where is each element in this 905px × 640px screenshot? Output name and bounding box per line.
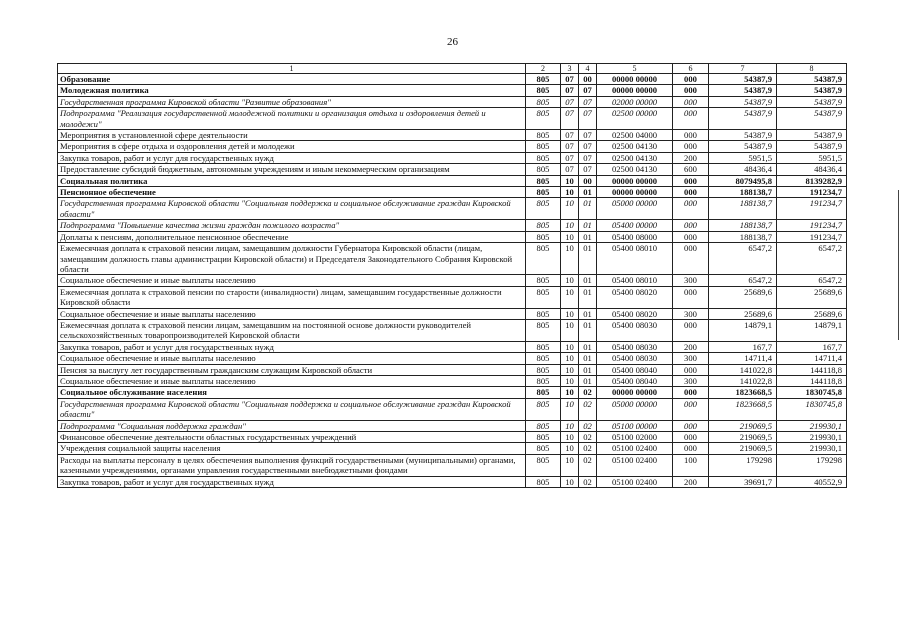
table-row bbox=[58, 85, 847, 96]
code-podrazdel: 07 bbox=[579, 130, 597, 141]
row-name: Образование bbox=[58, 74, 526, 85]
table-row bbox=[58, 398, 847, 420]
code-target: 05400 08040 bbox=[597, 375, 673, 386]
code-target: 05400 08000 bbox=[597, 231, 673, 242]
amount-year2: 144118,8 bbox=[777, 375, 847, 386]
code-podrazdel: 02 bbox=[579, 443, 597, 454]
code-target: 05400 08040 bbox=[597, 364, 673, 375]
row-name: Закупка товаров, работ и услуг для государственных нужд bbox=[58, 476, 526, 487]
code-razdel: 07 bbox=[561, 108, 579, 130]
code-target: 05100 02400 bbox=[597, 454, 673, 476]
code-vedomstvo: 805 bbox=[526, 243, 561, 275]
amount-year1: 6547,2 bbox=[709, 275, 777, 286]
amount-year1: 14879,1 bbox=[709, 319, 777, 341]
amount-year2: 25689,6 bbox=[777, 308, 847, 319]
code-target: 02500 04130 bbox=[597, 164, 673, 175]
header-cell: 5 bbox=[597, 64, 673, 74]
code-podrazdel: 02 bbox=[579, 420, 597, 431]
code-target: 05400 00000 bbox=[597, 220, 673, 231]
code-podrazdel: 01 bbox=[579, 220, 597, 231]
code-target: 02500 04000 bbox=[597, 130, 673, 141]
code-podrazdel: 07 bbox=[579, 85, 597, 96]
code-target: 05100 00000 bbox=[597, 420, 673, 431]
row-name: Молодежная политика bbox=[58, 85, 526, 96]
code-podrazdel: 01 bbox=[579, 364, 597, 375]
code-vid: 000 bbox=[673, 130, 709, 141]
amount-year2: 54387,9 bbox=[777, 141, 847, 152]
code-vedomstvo: 805 bbox=[526, 286, 561, 308]
table-row bbox=[58, 198, 847, 220]
code-vid: 000 bbox=[673, 432, 709, 443]
table-row bbox=[58, 96, 847, 107]
code-vedomstvo: 805 bbox=[526, 96, 561, 107]
row-name: Социальное обеспечение и иные выплаты населению bbox=[58, 308, 526, 319]
row-name: Ежемесячная доплата к страховой пенсии по старости (инвалидности) лицам, замещавшим государственные должности Кировской области bbox=[58, 286, 526, 308]
row-name: Государственная программа Кировской области "Социальная поддержка и социальное обслуживание граждан Кировской области" bbox=[58, 398, 526, 420]
table-row bbox=[58, 187, 847, 198]
code-podrazdel: 02 bbox=[579, 476, 597, 487]
amount-year1: 188138,7 bbox=[709, 231, 777, 242]
code-vid: 000 bbox=[673, 141, 709, 152]
scan-edge-line bbox=[898, 190, 899, 340]
table-row bbox=[58, 375, 847, 386]
code-podrazdel: 01 bbox=[579, 375, 597, 386]
amount-year1: 6547,2 bbox=[709, 243, 777, 275]
amount-year2: 40552,9 bbox=[777, 476, 847, 487]
code-vedomstvo: 805 bbox=[526, 353, 561, 364]
code-target: 05400 08030 bbox=[597, 353, 673, 364]
code-vedomstvo: 805 bbox=[526, 364, 561, 375]
amount-year1: 188138,7 bbox=[709, 187, 777, 198]
row-name: Ежемесячная доплата к страховой пенсии лицам, замещавшим на постоянной основе должности руководителей сельскохозяйственных товаропроизводителей Кировской области bbox=[58, 319, 526, 341]
code-razdel: 07 bbox=[561, 164, 579, 175]
code-razdel: 10 bbox=[561, 364, 579, 375]
amount-year1: 54387,9 bbox=[709, 85, 777, 96]
amount-year1: 5951,5 bbox=[709, 152, 777, 163]
code-razdel: 10 bbox=[561, 231, 579, 242]
amount-year2: 5951,5 bbox=[777, 152, 847, 163]
code-vid: 000 bbox=[673, 398, 709, 420]
code-razdel: 07 bbox=[561, 130, 579, 141]
code-vedomstvo: 805 bbox=[526, 432, 561, 443]
code-razdel: 10 bbox=[561, 420, 579, 431]
code-target: 02000 00000 bbox=[597, 96, 673, 107]
code-vedomstvo: 805 bbox=[526, 85, 561, 96]
row-name: Предоставление субсидий бюджетным, автономным учреждениям и иным некоммерческим организациям bbox=[58, 164, 526, 175]
code-razdel: 10 bbox=[561, 187, 579, 198]
code-vid: 300 bbox=[673, 308, 709, 319]
header-cell: 2 bbox=[526, 64, 561, 74]
code-podrazdel: 00 bbox=[579, 175, 597, 186]
amount-year2: 191234,7 bbox=[777, 187, 847, 198]
code-vid: 000 bbox=[673, 420, 709, 431]
row-name: Социальная политика bbox=[58, 175, 526, 186]
table-row bbox=[58, 341, 847, 352]
row-name: Пенсия за выслугу лет государственным гражданским служащим Кировской области bbox=[58, 364, 526, 375]
code-podrazdel: 01 bbox=[579, 198, 597, 220]
code-vid: 200 bbox=[673, 341, 709, 352]
code-target: 02500 00000 bbox=[597, 108, 673, 130]
code-vedomstvo: 805 bbox=[526, 130, 561, 141]
code-podrazdel: 07 bbox=[579, 141, 597, 152]
row-name: Социальное обеспечение и иные выплаты населению bbox=[58, 353, 526, 364]
code-podrazdel: 07 bbox=[579, 152, 597, 163]
amount-year1: 8079495,8 bbox=[709, 175, 777, 186]
code-vid: 000 bbox=[673, 243, 709, 275]
table-row bbox=[58, 454, 847, 476]
table-row bbox=[58, 443, 847, 454]
code-vid: 000 bbox=[673, 443, 709, 454]
row-name: Государственная программа Кировской области "Социальная поддержка и социальное обслуживание граждан Кировской области" bbox=[58, 198, 526, 220]
row-name: Доплаты к пенсиям, дополнительное пенсионное обеспечение bbox=[58, 231, 526, 242]
code-vid: 200 bbox=[673, 152, 709, 163]
code-target: 05100 02400 bbox=[597, 476, 673, 487]
table-row bbox=[58, 231, 847, 242]
table-row bbox=[58, 243, 847, 275]
code-podrazdel: 01 bbox=[579, 319, 597, 341]
amount-year1: 39691,7 bbox=[709, 476, 777, 487]
row-name: Мероприятия в сфере отдыха и оздоровления детей и молодежи bbox=[58, 141, 526, 152]
code-vedomstvo: 805 bbox=[526, 152, 561, 163]
code-podrazdel: 01 bbox=[579, 353, 597, 364]
code-razdel: 10 bbox=[561, 198, 579, 220]
code-vid: 000 bbox=[673, 387, 709, 398]
code-razdel: 10 bbox=[561, 220, 579, 231]
code-vid: 100 bbox=[673, 454, 709, 476]
code-vedomstvo: 805 bbox=[526, 420, 561, 431]
row-name: Подпрограмма "Социальная поддержка граждан" bbox=[58, 420, 526, 431]
row-name: Пенсионное обеспечение bbox=[58, 187, 526, 198]
code-target: 02500 04130 bbox=[597, 152, 673, 163]
row-name: Социальное обеспечение и иные выплаты населению bbox=[58, 275, 526, 286]
row-name: Закупка товаров, работ и услуг для государственных нужд bbox=[58, 152, 526, 163]
table-row bbox=[58, 130, 847, 141]
header-cell: 1 bbox=[58, 64, 526, 74]
amount-year2: 219930,1 bbox=[777, 432, 847, 443]
code-vid: 300 bbox=[673, 275, 709, 286]
code-podrazdel: 02 bbox=[579, 398, 597, 420]
code-vid: 600 bbox=[673, 164, 709, 175]
amount-year1: 25689,6 bbox=[709, 286, 777, 308]
amount-year1: 188138,7 bbox=[709, 220, 777, 231]
code-podrazdel: 00 bbox=[579, 74, 597, 85]
code-podrazdel: 01 bbox=[579, 275, 597, 286]
row-name: Мероприятия в установленной сфере деятельности bbox=[58, 130, 526, 141]
table-row bbox=[58, 353, 847, 364]
code-razdel: 10 bbox=[561, 387, 579, 398]
code-vid: 300 bbox=[673, 353, 709, 364]
table-row bbox=[58, 387, 847, 398]
amount-year2: 191234,7 bbox=[777, 220, 847, 231]
code-podrazdel: 01 bbox=[579, 231, 597, 242]
amount-year2: 1830745,8 bbox=[777, 398, 847, 420]
code-target: 05100 02400 bbox=[597, 443, 673, 454]
amount-year1: 54387,9 bbox=[709, 130, 777, 141]
code-podrazdel: 07 bbox=[579, 96, 597, 107]
amount-year1: 167,7 bbox=[709, 341, 777, 352]
table-row bbox=[58, 286, 847, 308]
code-razdel: 10 bbox=[561, 398, 579, 420]
code-razdel: 10 bbox=[561, 319, 579, 341]
header-cell: 7 bbox=[709, 64, 777, 74]
amount-year2: 14711,4 bbox=[777, 353, 847, 364]
amount-year1: 48436,4 bbox=[709, 164, 777, 175]
table-row bbox=[58, 220, 847, 231]
code-razdel: 10 bbox=[561, 275, 579, 286]
code-target: 05400 08010 bbox=[597, 275, 673, 286]
table-row bbox=[58, 141, 847, 152]
code-podrazdel: 07 bbox=[579, 108, 597, 130]
code-target: 05400 08030 bbox=[597, 319, 673, 341]
code-vid: 000 bbox=[673, 319, 709, 341]
amount-year2: 54387,9 bbox=[777, 108, 847, 130]
table-row bbox=[58, 432, 847, 443]
code-target: 05000 00000 bbox=[597, 198, 673, 220]
code-podrazdel: 01 bbox=[579, 308, 597, 319]
amount-year2: 6547,2 bbox=[777, 275, 847, 286]
code-vedomstvo: 805 bbox=[526, 341, 561, 352]
code-vid: 000 bbox=[673, 187, 709, 198]
table-row bbox=[58, 152, 847, 163]
header-cell: 4 bbox=[579, 64, 597, 74]
table-row bbox=[58, 108, 847, 130]
code-razdel: 10 bbox=[561, 243, 579, 275]
amount-year1: 1823668,5 bbox=[709, 387, 777, 398]
code-podrazdel: 01 bbox=[579, 286, 597, 308]
table-row bbox=[58, 164, 847, 175]
amount-year2: 48436,4 bbox=[777, 164, 847, 175]
code-razdel: 10 bbox=[561, 443, 579, 454]
code-vedomstvo: 805 bbox=[526, 74, 561, 85]
amount-year2: 191234,7 bbox=[777, 198, 847, 220]
code-razdel: 07 bbox=[561, 152, 579, 163]
code-vedomstvo: 805 bbox=[526, 231, 561, 242]
row-name: Расходы на выплаты персоналу в целях обеспечения выполнения функций государственными (муниципальными) органами, казенными учреждениями, органами управления государственными внебюджетными фондами bbox=[58, 454, 526, 476]
amount-year1: 54387,9 bbox=[709, 74, 777, 85]
table-row bbox=[58, 275, 847, 286]
code-vedomstvo: 805 bbox=[526, 220, 561, 231]
amount-year2: 219930,1 bbox=[777, 443, 847, 454]
code-vedomstvo: 805 bbox=[526, 108, 561, 130]
code-razdel: 10 bbox=[561, 432, 579, 443]
amount-year1: 54387,9 bbox=[709, 108, 777, 130]
header-cell: 6 bbox=[673, 64, 709, 74]
code-vid: 000 bbox=[673, 220, 709, 231]
code-razdel: 07 bbox=[561, 96, 579, 107]
amount-year2: 8139282,9 bbox=[777, 175, 847, 186]
row-name: Социальное обеспечение и иные выплаты населению bbox=[58, 375, 526, 386]
code-vedomstvo: 805 bbox=[526, 454, 561, 476]
amount-year2: 219930,1 bbox=[777, 420, 847, 431]
row-name: Подпрограмма "Реализация государственной молодежной политики и организация отдыха и оздоровления детей и молодежи" bbox=[58, 108, 526, 130]
code-target: 00000 00000 bbox=[597, 175, 673, 186]
amount-year2: 54387,9 bbox=[777, 96, 847, 107]
code-vedomstvo: 805 bbox=[526, 398, 561, 420]
code-vid: 000 bbox=[673, 231, 709, 242]
code-podrazdel: 01 bbox=[579, 341, 597, 352]
code-razdel: 10 bbox=[561, 353, 579, 364]
code-podrazdel: 02 bbox=[579, 432, 597, 443]
amount-year2: 167,7 bbox=[777, 341, 847, 352]
table-header-row bbox=[58, 64, 847, 74]
code-razdel: 10 bbox=[561, 454, 579, 476]
code-vid: 000 bbox=[673, 96, 709, 107]
amount-year2: 54387,9 bbox=[777, 74, 847, 85]
table-row bbox=[58, 308, 847, 319]
code-razdel: 10 bbox=[561, 308, 579, 319]
code-vid: 200 bbox=[673, 476, 709, 487]
row-name: Социальное обслуживание населения bbox=[58, 387, 526, 398]
row-name: Подпрограмма "Повышение качества жизни граждан пожилого возраста" bbox=[58, 220, 526, 231]
code-vedomstvo: 805 bbox=[526, 375, 561, 386]
code-podrazdel: 02 bbox=[579, 454, 597, 476]
amount-year2: 6547,2 bbox=[777, 243, 847, 275]
code-vedomstvo: 805 bbox=[526, 187, 561, 198]
code-target: 05400 08030 bbox=[597, 341, 673, 352]
code-vid: 000 bbox=[673, 108, 709, 130]
amount-year2: 54387,9 bbox=[777, 130, 847, 141]
code-vedomstvo: 805 bbox=[526, 308, 561, 319]
amount-year1: 141022,8 bbox=[709, 375, 777, 386]
code-podrazdel: 01 bbox=[579, 187, 597, 198]
code-target: 02500 04130 bbox=[597, 141, 673, 152]
amount-year1: 219069,5 bbox=[709, 420, 777, 431]
amount-year2: 1830745,8 bbox=[777, 387, 847, 398]
amount-year1: 14711,4 bbox=[709, 353, 777, 364]
amount-year1: 219069,5 bbox=[709, 443, 777, 454]
code-target: 00000 00000 bbox=[597, 187, 673, 198]
code-vedomstvo: 805 bbox=[526, 476, 561, 487]
code-razdel: 10 bbox=[561, 375, 579, 386]
code-vedomstvo: 805 bbox=[526, 443, 561, 454]
amount-year2: 54387,9 bbox=[777, 85, 847, 96]
code-vedomstvo: 805 bbox=[526, 198, 561, 220]
code-target: 05000 00000 bbox=[597, 398, 673, 420]
row-name: Финансовое обеспечение деятельности областных государственных учреждений bbox=[58, 432, 526, 443]
amount-year1: 188138,7 bbox=[709, 198, 777, 220]
code-target: 05400 08010 bbox=[597, 243, 673, 275]
page-number: 26 bbox=[447, 36, 458, 48]
code-razdel: 10 bbox=[561, 341, 579, 352]
table-row bbox=[58, 476, 847, 487]
table-row bbox=[58, 175, 847, 186]
table-row bbox=[58, 319, 847, 341]
header-cell: 8 bbox=[777, 64, 847, 74]
code-podrazdel: 07 bbox=[579, 164, 597, 175]
table-row bbox=[58, 364, 847, 375]
amount-year1: 25689,6 bbox=[709, 308, 777, 319]
amount-year2: 25689,6 bbox=[777, 286, 847, 308]
code-vid: 000 bbox=[673, 85, 709, 96]
code-vid: 000 bbox=[673, 286, 709, 308]
amount-year1: 54387,9 bbox=[709, 96, 777, 107]
code-razdel: 07 bbox=[561, 85, 579, 96]
table-row bbox=[58, 420, 847, 431]
row-name: Государственная программа Кировской области "Развитие образования" bbox=[58, 96, 526, 107]
code-razdel: 10 bbox=[561, 286, 579, 308]
amount-year2: 144118,8 bbox=[777, 364, 847, 375]
code-vedomstvo: 805 bbox=[526, 387, 561, 398]
code-target: 05400 08020 bbox=[597, 286, 673, 308]
code-target: 00000 00000 bbox=[597, 387, 673, 398]
code-vid: 000 bbox=[673, 198, 709, 220]
code-vid: 000 bbox=[673, 175, 709, 186]
code-target: 00000 00000 bbox=[597, 74, 673, 85]
code-vedomstvo: 805 bbox=[526, 175, 561, 186]
code-razdel: 07 bbox=[561, 74, 579, 85]
code-vid: 300 bbox=[673, 375, 709, 386]
amount-year1: 54387,9 bbox=[709, 141, 777, 152]
code-razdel: 10 bbox=[561, 476, 579, 487]
amount-year1: 141022,8 bbox=[709, 364, 777, 375]
header-cell: 3 bbox=[561, 64, 579, 74]
code-vedomstvo: 805 bbox=[526, 164, 561, 175]
code-target: 05400 08020 bbox=[597, 308, 673, 319]
code-vedomstvo: 805 bbox=[526, 275, 561, 286]
table-row bbox=[58, 74, 847, 85]
amount-year2: 191234,7 bbox=[777, 231, 847, 242]
code-razdel: 07 bbox=[561, 141, 579, 152]
row-name: Учреждения социальной защиты населения bbox=[58, 443, 526, 454]
budget-table bbox=[57, 63, 847, 488]
code-vedomstvo: 805 bbox=[526, 141, 561, 152]
code-podrazdel: 01 bbox=[579, 243, 597, 275]
code-razdel: 10 bbox=[561, 175, 579, 186]
code-target: 05100 02000 bbox=[597, 432, 673, 443]
amount-year2: 14879,1 bbox=[777, 319, 847, 341]
amount-year2: 179298 bbox=[777, 454, 847, 476]
row-name: Ежемесячная доплата к страховой пенсии лицам, замещавшим должности Губернатора Кировской области (лицам, замещавшим должность главы администрации Кировской области) и Председателя Законодательного Собрания Кировской области bbox=[58, 243, 526, 275]
code-vid: 000 bbox=[673, 74, 709, 85]
row-name: Закупка товаров, работ и услуг для государственных нужд bbox=[58, 341, 526, 352]
code-target: 00000 00000 bbox=[597, 85, 673, 96]
code-podrazdel: 02 bbox=[579, 387, 597, 398]
amount-year1: 219069,5 bbox=[709, 432, 777, 443]
amount-year1: 179298 bbox=[709, 454, 777, 476]
code-vid: 000 bbox=[673, 364, 709, 375]
code-vedomstvo: 805 bbox=[526, 319, 561, 341]
amount-year1: 1823668,5 bbox=[709, 398, 777, 420]
